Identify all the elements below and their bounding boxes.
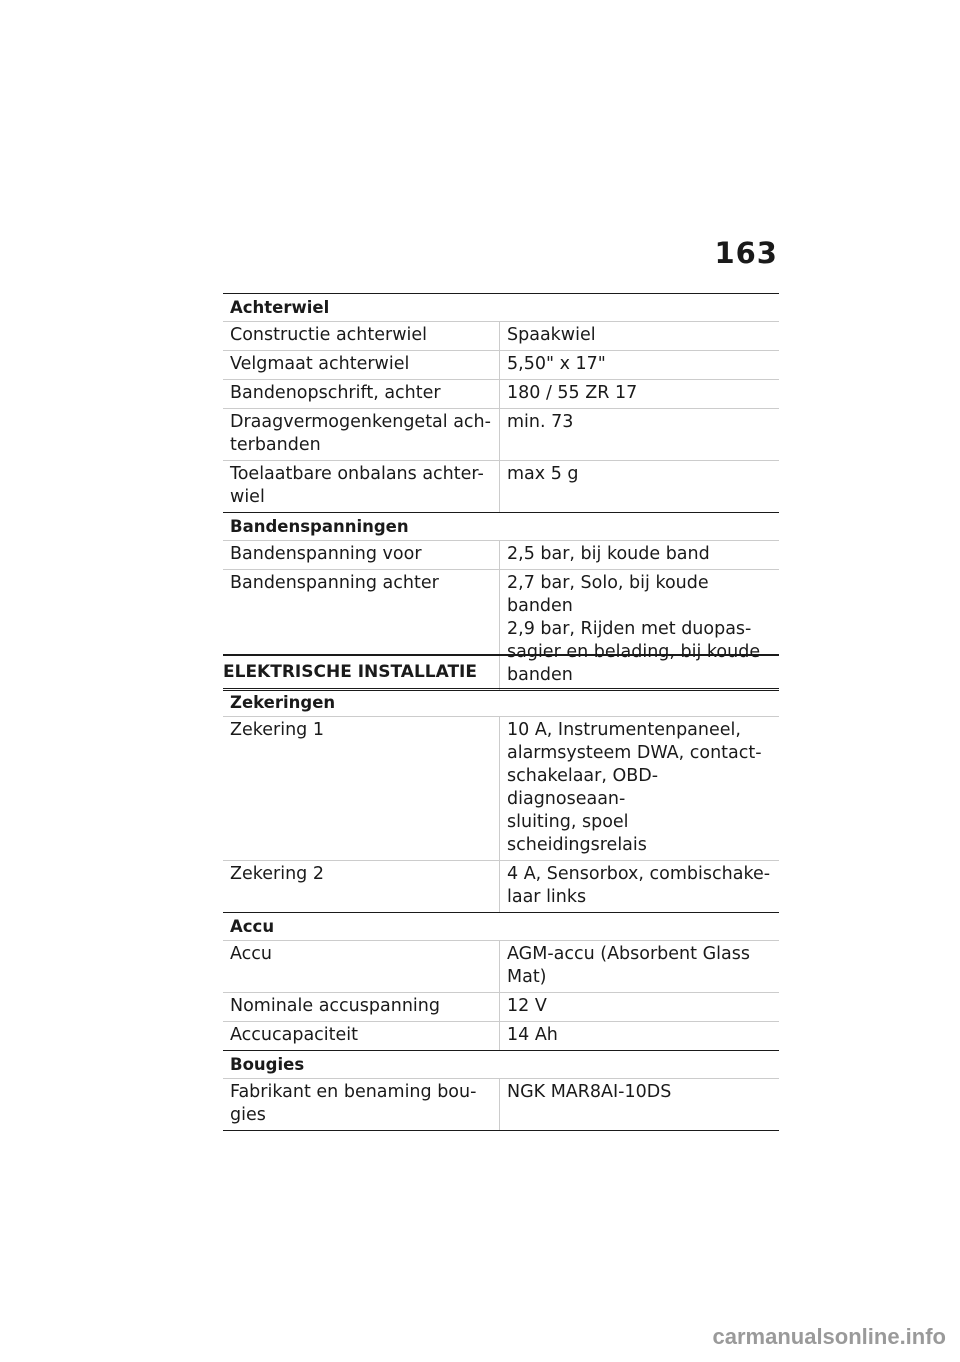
label-line: Accucapaciteit bbox=[230, 1025, 359, 1045]
label-line: Bandenopschrift, achter bbox=[230, 383, 441, 403]
label-line: Bandenspanning achter bbox=[230, 573, 439, 593]
cell-label bbox=[223, 1022, 500, 1051]
cell-value bbox=[500, 541, 780, 570]
group-header-row bbox=[223, 513, 779, 541]
value-line: schakelaar, OBD-diagnoseaan- bbox=[507, 766, 659, 809]
cell-label bbox=[223, 351, 500, 380]
value-line: min. 73 bbox=[507, 412, 574, 432]
value-line: Mat) bbox=[507, 967, 547, 987]
cell-value bbox=[500, 941, 780, 993]
group-header-row bbox=[223, 294, 779, 322]
cell-label bbox=[223, 1079, 500, 1131]
group-title: Bougies bbox=[223, 1051, 779, 1079]
watermark-text: carmanualsonline.info bbox=[712, 1324, 946, 1349]
table-row bbox=[223, 409, 779, 461]
table-row bbox=[223, 461, 779, 513]
value-line: max 5 g bbox=[507, 464, 579, 484]
table-row bbox=[223, 322, 779, 351]
value-line: sluiting, spoel scheidingsrelais bbox=[507, 812, 647, 855]
group-header-row bbox=[223, 913, 779, 941]
cell-label bbox=[223, 409, 500, 461]
table-row bbox=[223, 380, 779, 409]
table-row bbox=[223, 541, 779, 570]
group-header-row bbox=[223, 1051, 779, 1079]
value-line: 12 V bbox=[507, 996, 547, 1016]
value-line: NGK MAR8AI-10DS bbox=[507, 1082, 672, 1102]
value-line: 2,7 bar, Solo, bij koude banden bbox=[507, 573, 709, 616]
value-line: banden bbox=[507, 665, 573, 685]
table-row bbox=[223, 351, 779, 380]
cell-value bbox=[500, 322, 780, 351]
group-title: Bandenspanningen bbox=[223, 513, 779, 541]
label-line: Nominale accuspanning bbox=[230, 996, 440, 1016]
value-line: AGM-accu (Absorbent Glass bbox=[507, 944, 750, 964]
cell-label bbox=[223, 941, 500, 993]
page-number: 163 bbox=[714, 236, 778, 270]
cell-value bbox=[500, 717, 780, 861]
table-row bbox=[223, 1079, 779, 1131]
cell-value bbox=[500, 993, 780, 1022]
label-line: Draagvermogenkengetal ach- bbox=[230, 412, 491, 432]
value-line: Spaakwiel bbox=[507, 325, 596, 345]
value-line: 2,5 bar, bij koude band bbox=[507, 544, 710, 564]
label-line: wiel bbox=[230, 487, 265, 507]
label-line: Fabrikant en benaming bou- bbox=[230, 1082, 477, 1102]
group-title: Achterwiel bbox=[223, 294, 779, 322]
value-line: laar links bbox=[507, 887, 587, 907]
label-line: Zekering 2 bbox=[230, 864, 324, 884]
label-line: Constructie achterwiel bbox=[230, 325, 428, 345]
label-line: gies bbox=[230, 1105, 266, 1125]
value-line: 10 A, Instrumentenpaneel, bbox=[507, 720, 741, 740]
cell-value bbox=[500, 861, 780, 913]
electrical-installation-section bbox=[223, 688, 779, 1131]
label-line: Toelaatbare onbalans achter- bbox=[230, 464, 484, 484]
value-line: sagier en belading, bij koude bbox=[507, 642, 761, 662]
group-title: Accu bbox=[223, 913, 779, 941]
value-line: 2,9 bar, Rijden met duopas- bbox=[507, 619, 752, 639]
label-line: Velgmaat achterwiel bbox=[230, 354, 410, 374]
value-line: 4 A, Sensorbox, combischake- bbox=[507, 864, 771, 884]
label-line: Accu bbox=[230, 944, 272, 964]
group-header-row bbox=[223, 689, 779, 717]
cell-label bbox=[223, 541, 500, 570]
group-title: Zekeringen bbox=[223, 689, 779, 717]
spec-table-2 bbox=[223, 688, 779, 1131]
cell-label bbox=[223, 717, 500, 861]
cell-label bbox=[223, 993, 500, 1022]
cell-value bbox=[500, 1079, 780, 1131]
cell-label bbox=[223, 322, 500, 351]
cell-value bbox=[500, 461, 780, 513]
table-row bbox=[223, 993, 779, 1022]
table-row bbox=[223, 941, 779, 993]
table-row bbox=[223, 1022, 779, 1051]
label-line: terbanden bbox=[230, 435, 321, 455]
value-line: 5,50" x 17" bbox=[507, 354, 606, 374]
table-row bbox=[223, 861, 779, 913]
electrical-installation-heading: ELEKTRISCHE INSTALLATIE bbox=[223, 654, 779, 682]
cell-value bbox=[500, 351, 780, 380]
rear-wheel-and-tire-pressure-section bbox=[223, 293, 779, 691]
value-line: 180 / 55 ZR 17 bbox=[507, 383, 638, 403]
table-row bbox=[223, 717, 779, 861]
label-line: Zekering 1 bbox=[230, 720, 324, 740]
label-line: Bandenspanning voor bbox=[230, 544, 422, 564]
cell-value bbox=[500, 1022, 780, 1051]
cell-label bbox=[223, 380, 500, 409]
value-line: alarmsysteem DWA, contact- bbox=[507, 743, 762, 763]
value-line: 14 Ah bbox=[507, 1025, 558, 1045]
cell-value bbox=[500, 409, 780, 461]
cell-label bbox=[223, 861, 500, 913]
cell-label bbox=[223, 461, 500, 513]
cell-value bbox=[500, 380, 780, 409]
spec-table-1 bbox=[223, 293, 779, 691]
